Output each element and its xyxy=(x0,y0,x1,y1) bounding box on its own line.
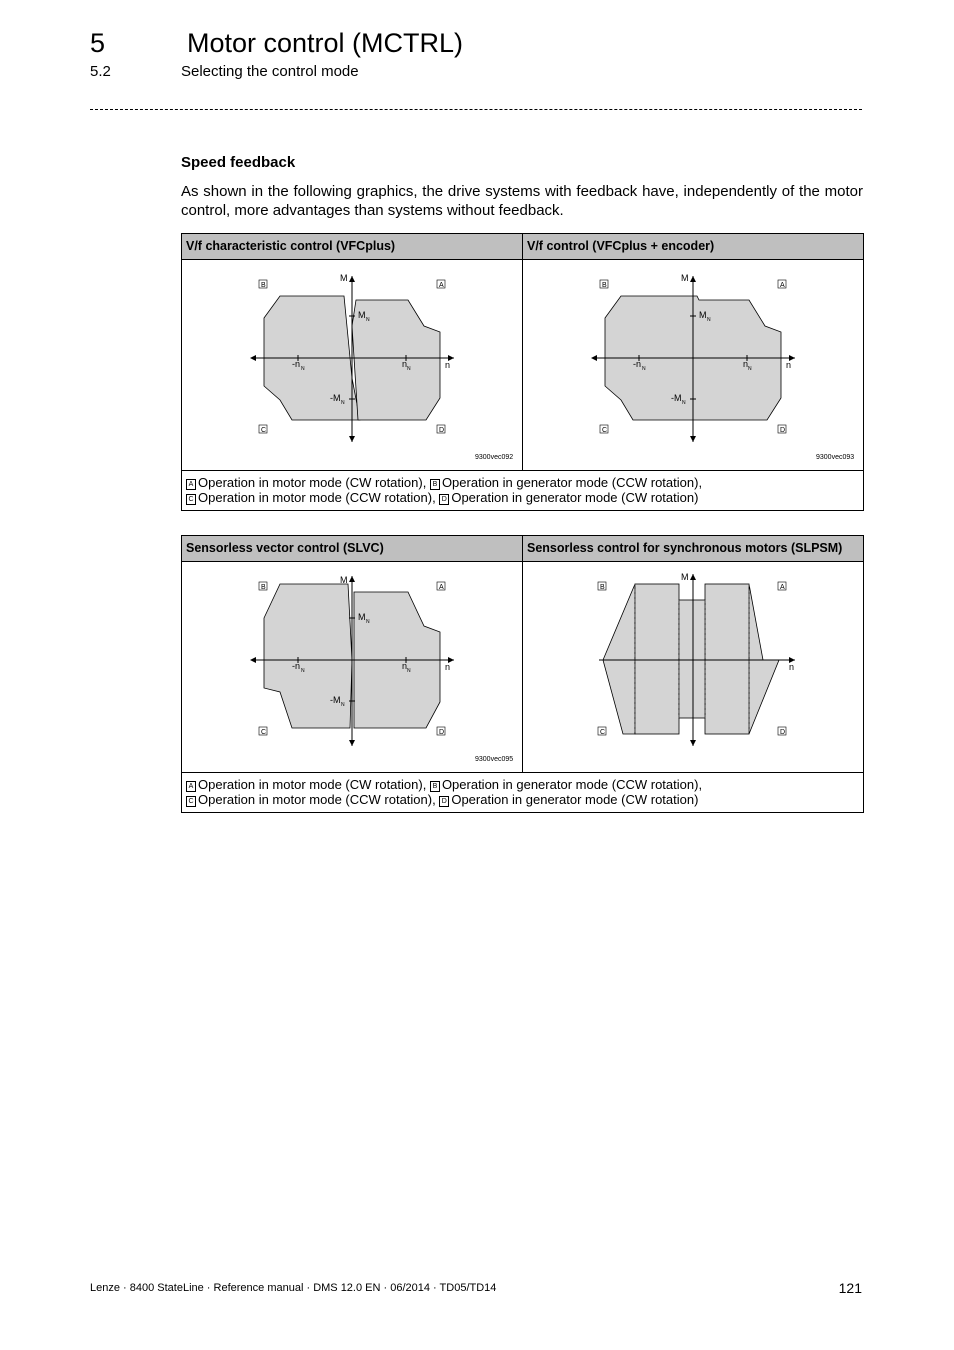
axis-label-n: n xyxy=(789,662,795,672)
svg-text:N: N xyxy=(407,366,411,372)
quadrant-c-label: C xyxy=(261,427,267,434)
comparison-table-2 xyxy=(181,535,864,813)
quadrant-c-label: C xyxy=(602,427,608,434)
svg-text:N: N xyxy=(341,400,345,406)
svg-text:-M: -M xyxy=(330,393,341,403)
quadrant-d-label: D xyxy=(439,729,445,736)
header-divider xyxy=(90,109,862,110)
table-header-cell: V/f control (VFCplus + encoder) xyxy=(522,234,863,259)
section-heading: Speed feedback xyxy=(181,154,296,171)
svg-text:-n: -n xyxy=(292,359,301,369)
table-legend xyxy=(182,471,863,510)
axis-label-n: n xyxy=(445,662,451,672)
svg-text:M: M xyxy=(699,310,707,320)
figure-row xyxy=(182,562,863,773)
figure-cell-vfcplus xyxy=(182,260,522,470)
svg-text:M: M xyxy=(358,612,366,622)
comparison-table-1 xyxy=(181,233,864,511)
section-number: 5.2 xyxy=(90,63,111,80)
figure-code: 9300vec095 xyxy=(475,756,514,763)
svg-text:-n: -n xyxy=(633,359,642,369)
table-header-cell: Sensorless vector control (SLVC) xyxy=(186,541,384,555)
svg-text:N: N xyxy=(366,317,370,323)
quadrant-b-label: B xyxy=(600,584,605,591)
table-header-row xyxy=(182,234,863,260)
svg-text:N: N xyxy=(366,619,370,625)
svg-text:M: M xyxy=(358,310,366,320)
axis-label-m: M xyxy=(340,273,348,283)
svg-text:-n: -n xyxy=(292,661,301,671)
operating-area-left xyxy=(264,584,352,728)
footer-text: Lenze · 8400 StateLine · Reference manual · DMS 12.0 EN · 06/2014 · TD05/TD14 xyxy=(90,1282,497,1294)
svg-text:N: N xyxy=(407,668,411,674)
quadrant-b-label: B xyxy=(602,282,607,289)
intro-paragraph: As shown in the following graphics, the drive systems with feedback have, independently of the motor control, more advantages than systems without feedback. xyxy=(181,183,863,219)
quadrant-a-label: A xyxy=(439,282,444,289)
table-legend xyxy=(182,773,863,812)
torque-speed-diagram-vfcplus-encoder xyxy=(523,260,863,470)
quadrant-d-label: D xyxy=(780,427,786,434)
svg-text:n: n xyxy=(743,359,749,369)
operating-area-block-left xyxy=(635,584,679,734)
svg-text:n: n xyxy=(402,661,408,671)
legend-line-2: C Operation in motor mode (CCW rotation), D Operation in generator mode (CW rotation) xyxy=(186,490,859,505)
table-header-cell: Sensorless control for synchronous motors (SLPSM) xyxy=(522,536,863,561)
table-header-row xyxy=(182,536,863,562)
quadrant-a-label: A xyxy=(780,584,785,591)
section-title: Selecting the control mode xyxy=(181,63,359,80)
torque-speed-diagram-slpsm xyxy=(523,562,863,772)
svg-text:N: N xyxy=(301,668,305,674)
svg-text:-M: -M xyxy=(330,695,341,705)
torque-speed-diagram-vfcplus xyxy=(182,260,522,470)
figure-cell-slpsm xyxy=(522,562,863,772)
svg-text:N: N xyxy=(682,400,686,406)
operating-area-center xyxy=(679,600,705,718)
quadrant-b-label: B xyxy=(261,282,266,289)
svg-text:N: N xyxy=(642,366,646,372)
page-number: 121 xyxy=(838,1280,862,1296)
figure-code: 9300vec093 xyxy=(816,454,855,461)
axis-label-m: M xyxy=(340,575,348,585)
figure-code: 9300vec092 xyxy=(475,454,514,461)
chapter-number: 5 xyxy=(90,28,106,58)
table-header-cell: V/f characteristic control (VFCplus) xyxy=(186,239,396,253)
svg-text:N: N xyxy=(748,366,752,372)
operating-area-block-right xyxy=(705,584,749,734)
svg-text:N: N xyxy=(301,366,305,372)
operating-area-right-wedge xyxy=(749,584,779,734)
svg-text:-M: -M xyxy=(671,393,682,403)
quadrant-d-label: D xyxy=(780,729,786,736)
axis-label-n: n xyxy=(786,360,792,370)
chapter-title: Motor control (MCTRL) xyxy=(187,28,464,58)
quadrant-c-label: C xyxy=(261,729,267,736)
figure-cell-slvc xyxy=(182,562,522,772)
axis-label-n: n xyxy=(445,360,451,370)
quadrant-b-label: B xyxy=(261,584,266,591)
quadrant-c-label: C xyxy=(600,729,606,736)
quadrant-d-label: D xyxy=(439,427,445,434)
legend-line-1: A Operation in motor mode (CW rotation), B Operation in generator mode (CCW rotation), xyxy=(186,777,859,792)
axis-label-m: M xyxy=(681,572,689,582)
quadrant-a-label: A xyxy=(780,282,785,289)
legend-line-2: C Operation in motor mode (CCW rotation), D Operation in generator mode (CW rotation) xyxy=(186,792,859,807)
figure-cell-vfcplus-encoder xyxy=(522,260,863,470)
svg-text:n: n xyxy=(402,359,408,369)
quadrant-a-label: A xyxy=(439,584,444,591)
legend-line-1: A Operation in motor mode (CW rotation), B Operation in generator mode (CCW rotation), xyxy=(186,475,859,490)
operating-area-left-wedge xyxy=(603,584,635,734)
axis-label-m: M xyxy=(681,273,689,283)
svg-text:N: N xyxy=(707,317,711,323)
svg-text:N: N xyxy=(341,702,345,708)
torque-speed-diagram-slvc xyxy=(182,562,522,772)
figure-row xyxy=(182,260,863,471)
